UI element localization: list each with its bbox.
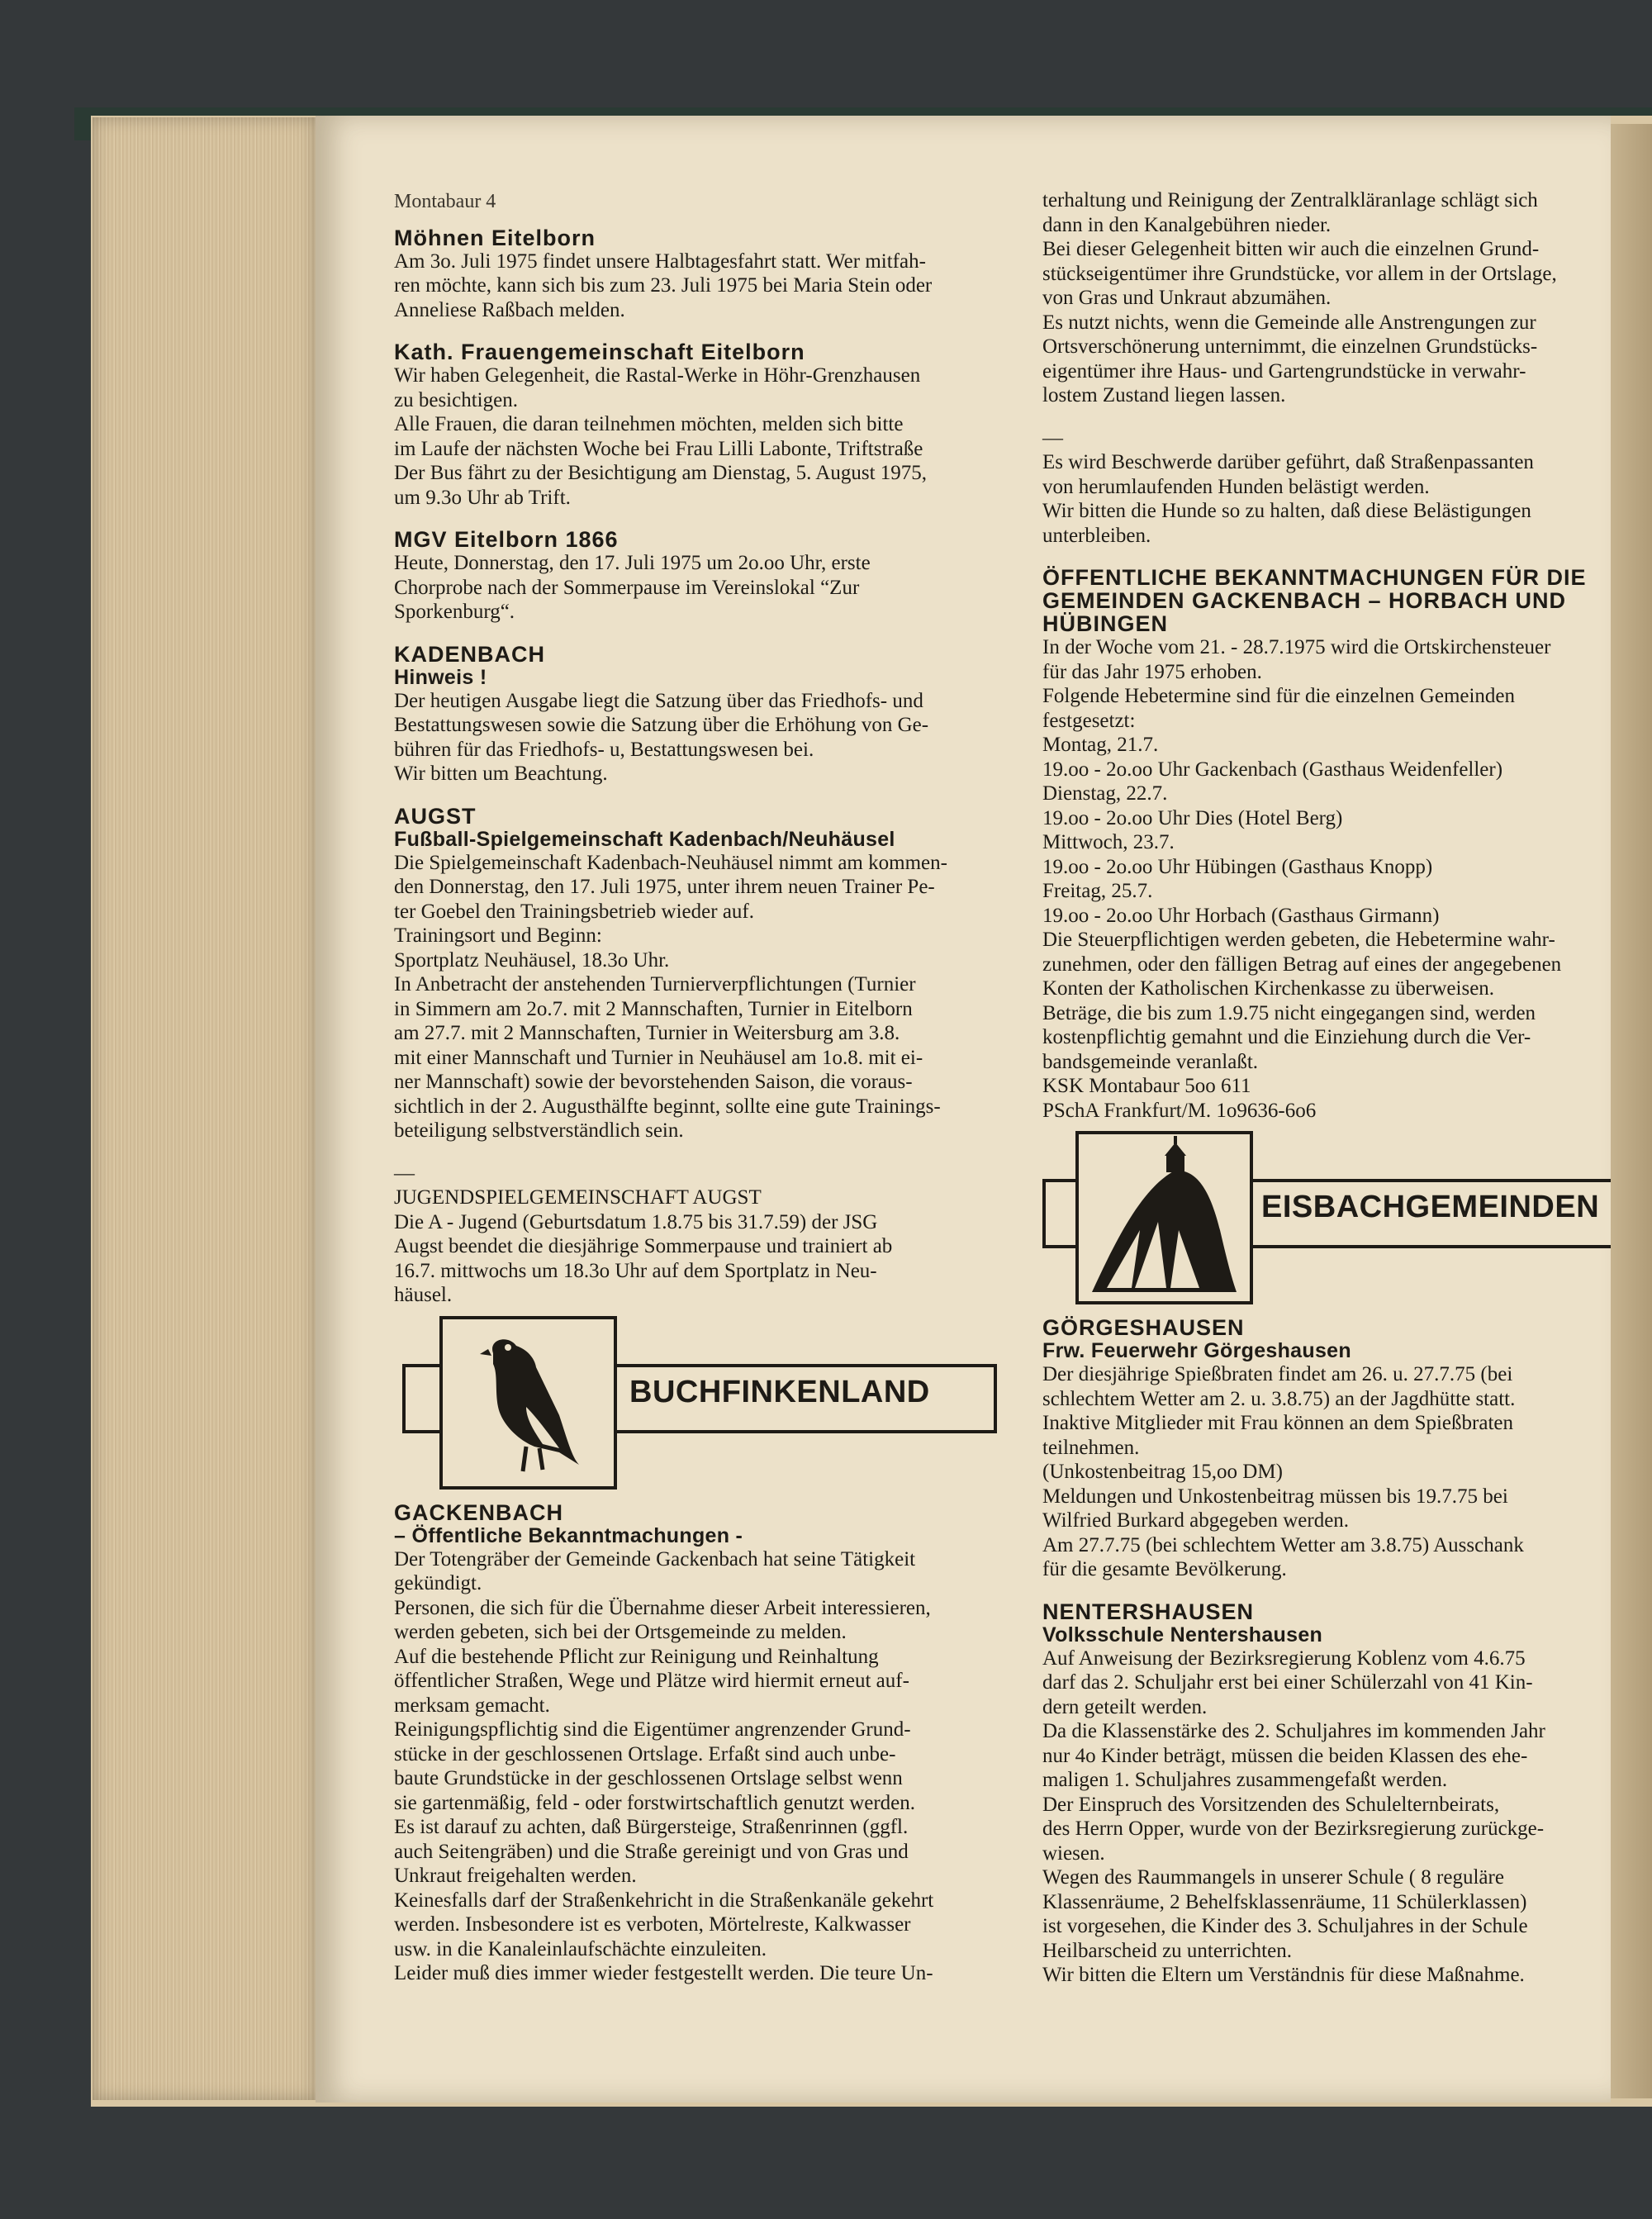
- text-line: auch Seitengräben) und die Straße gereinigt und von Gras und: [394, 1840, 909, 1863]
- left-articles: [394, 226, 1038, 1308]
- separator-dash: —: [394, 1162, 416, 1185]
- text-line: stücke in der geschlossenen Ortslage. Erfaßt sind auch unbe-: [394, 1742, 896, 1765]
- text-line: Personen, die sich für die Übernahme dieser Arbeit interessieren,: [394, 1596, 931, 1619]
- banner-label: BUCHFINKENLAND: [629, 1374, 930, 1409]
- article-moehnen: [394, 226, 1038, 323]
- text-line: Leider muß dies immer wieder festgestellt werden. Die teure Un-: [394, 1962, 933, 1984]
- text-line: nur 4o Kinder beträgt, müssen die beiden Klassen des ehe-: [1042, 1744, 1528, 1767]
- text-line: Sporkenburg“.: [394, 601, 515, 623]
- text-line: Augst beendet die diesjährige Sommerpause und trainiert ab: [394, 1235, 893, 1257]
- text-line: Der Einspruch des Vorsitzenden des Schulelternbeirats,: [1042, 1793, 1500, 1816]
- text-line: Unkraut freigehalten werden.: [394, 1865, 637, 1887]
- text-line: Mittwoch, 23.7.: [1042, 831, 1175, 853]
- separator-dash: —: [1042, 426, 1065, 449]
- text-line: Folgende Hebetermine sind für die einzelnen Gemeinden: [1042, 685, 1516, 707]
- text-line: merksam gemacht.: [394, 1694, 550, 1717]
- article-gackenbach: [394, 1501, 1038, 1986]
- article-jsg: [394, 1143, 1038, 1308]
- text-line: Es nutzt nichts, wenn die Gemeinde alle Anstrengungen zur: [1042, 311, 1536, 334]
- article-heading: KADENBACH: [394, 641, 545, 667]
- text-line: Es ist darauf zu achten, daß Bürgersteige, Straßenrinnen (ggfl.: [394, 1816, 909, 1838]
- article-goergeshausen: [1042, 1316, 1604, 1582]
- text-line: JUGENDSPIELGEMEINSCHAFT AUGST: [394, 1186, 762, 1209]
- text-line: dern geteilt werden.: [1042, 1695, 1208, 1718]
- text-line: Bei dieser Gelegenheit bitten wir auch die einzelnen Grund-: [1042, 238, 1540, 260]
- text-line: Trainingsort und Beginn:: [394, 924, 602, 947]
- text-line: Da die Klassenstärke des 2. Schuljahres im kommenden Jahr: [1042, 1720, 1545, 1742]
- text-line: Die A - Jugend (Geburtsdatum 1.8.75 bis 31.7.59) der JSG: [394, 1210, 878, 1233]
- text-line: festgesetzt:: [1042, 709, 1136, 732]
- article-heading: NENTERSHAUSEN: [1042, 1599, 1255, 1624]
- article-nentershausen: [1042, 1582, 1604, 1988]
- text-line: Montag, 21.7.: [1042, 734, 1159, 756]
- text-line: stückseigentümer ihre Grundstücke, vor allem in der Ortslage,: [1042, 262, 1557, 285]
- text-line: In Anbetracht der anstehenden Turnierverpflichtungen (Turnier: [394, 973, 916, 995]
- article-subheading: Frw. Feuerwehr Görgeshausen: [1042, 1339, 1351, 1362]
- text-line: Chorprobe nach der Sommerpause im Vereinslokal “Zur: [394, 576, 860, 599]
- text-line: In der Woche vom 21. - 28.7.1975 wird die Ortskirchensteuer: [1042, 636, 1551, 658]
- right-column: [1042, 188, 1604, 1988]
- text-line: Konten der Katholischen Kirchenkasse zu überweisen.: [1042, 977, 1495, 1000]
- hill-chapel-icon: [1042, 1131, 1265, 1304]
- text-line: 16.7. mittwochs um 18.3o Uhr auf dem Sportplatz in Neu-: [394, 1259, 877, 1282]
- text-line: werden. Insbesondere ist es verboten, Mörtelreste, Kalkwasser: [394, 1913, 911, 1936]
- text-line: lostem Zustand liegen lassen.: [1042, 384, 1286, 406]
- text-line: Wir haben Gelegenheit, die Rastal-Werke in Höhr-Grenzhausen: [394, 364, 921, 387]
- text-line: von herumlaufenden Hunden belästigt werden.: [1042, 475, 1430, 498]
- text-line: maligen 1. Schuljahres zusammengefaßt werden.: [1042, 1769, 1448, 1791]
- article-cont: [1042, 188, 1604, 408]
- article-heading: MGV Eitelborn 1866: [394, 527, 619, 552]
- left-after-articles: [394, 1501, 1038, 1986]
- text-line: 19.oo - 2o.oo Uhr Gackenbach (Gasthaus Weidenfeller): [1042, 758, 1503, 781]
- text-line: Am 3o. Juli 1975 findet unsere Halbtagesfahrt statt. Wer mitfah-: [394, 249, 926, 273]
- article-subheading: Fußball-Spielgemeinschaft Kadenbach/Neuhäusel: [394, 827, 895, 851]
- text-line: mit einer Mannschaft und Turnier in Neuhäusel am 1o.8. mit ei-: [394, 1046, 923, 1069]
- text-line: beteiligung selbstverständlich sein.: [394, 1119, 684, 1142]
- text-line: Der diesjährige Spießbraten findet am 26. u. 27.7.75 (bei: [1042, 1363, 1513, 1385]
- left-column: [394, 190, 1038, 1986]
- text-line: zu besichtigen.: [394, 388, 518, 411]
- text-line: Sportplatz Neuhäusel, 18.3o Uhr.: [394, 948, 670, 972]
- text-line: Beträge, die bis zum 1.9.75 nicht eingegangen sind, werden: [1042, 1001, 1536, 1024]
- text-line: Wegen des Raummangels in unserer Schule ( 8 reguläre: [1042, 1866, 1504, 1889]
- text-line: Wir bitten die Hunde so zu halten, daß diese Belästigungen: [1042, 500, 1531, 522]
- text-line: PSchA Frankfurt/M. 1o9636-6o6: [1042, 1099, 1317, 1122]
- text-line: dann in den Kanalgebühren nieder.: [1042, 213, 1332, 236]
- article-subheading: Hinweis !: [394, 665, 487, 689]
- text-line: im Laufe der nächsten Woche bei Frau Lilli Labonte, Triftstraße: [394, 437, 923, 460]
- article-hunde: [1042, 408, 1604, 549]
- text-line: Meldungen und Unkostenbeitrag müssen bis 19.7.75 bei: [1042, 1485, 1508, 1508]
- newspaper-page: [316, 116, 1611, 2103]
- text-line: Heilbarscheid zu unterrichten.: [1042, 1939, 1292, 1962]
- text-line: wiesen.: [1042, 1841, 1105, 1865]
- article-augst: [394, 786, 1038, 1143]
- text-line: KSK Montabaur 5oo 611: [1042, 1075, 1251, 1097]
- article-frauen: [394, 322, 1038, 510]
- text-line: Wilfried Burkard abgegeben werden.: [1042, 1509, 1350, 1532]
- text-line: werden gebeten, sich bei der Ortsgemeinde zu melden.: [394, 1621, 847, 1643]
- page-stack-edge: [93, 117, 316, 2100]
- right-articles: [1042, 188, 1604, 1123]
- finch-icon: [402, 1316, 650, 1490]
- article-heading-line: GEMEINDEN GACKENBACH – HORBACH UND: [1042, 588, 1567, 613]
- article-heading: Möhnen Eitelborn: [394, 225, 596, 250]
- text-line: bühren für das Friedhofs- u, Bestattungswesen bei.: [394, 738, 814, 761]
- text-line: Die Spielgemeinschaft Kadenbach-Neuhäusel nimmt am kommen-: [394, 851, 947, 874]
- text-line: kostenpflichtig gemahnt und die Einziehung durch die Ver-: [1042, 1026, 1531, 1048]
- page-header: Montabaur 4: [394, 191, 496, 212]
- article-subheading: – Öffentliche Bekanntmachungen -: [394, 1523, 743, 1547]
- text-line: gekündigt.: [394, 1572, 482, 1594]
- text-line: usw. in die Kanaleinlaufschächte einzuleiten.: [394, 1937, 767, 1960]
- text-line: Dienstag, 22.7.: [1042, 782, 1168, 805]
- text-line: Klassenräume, 2 Behelfsklassenräume, 11 Schülerklassen): [1042, 1890, 1527, 1913]
- text-line: Es wird Beschwerde darüber geführt, daß Straßenpassanten: [1042, 451, 1534, 473]
- text-line: zunehmen, oder den fälligen Betrag auf eines der angegebenen: [1042, 953, 1562, 976]
- article-mgv: [394, 510, 1038, 625]
- text-line: ist vorgesehen, die Kinder des 3. Schuljahres in der Schule: [1042, 1915, 1528, 1937]
- text-line: für die gesamte Bevölkerung.: [1042, 1558, 1287, 1580]
- text-line: öffentlicher Straßen, Wege und Plätze wird hiermit erneut auf-: [394, 1670, 909, 1692]
- text-line: sichtlich in der 2. Augusthälfte beginnt, sollte eine gute Trainings-: [394, 1095, 941, 1118]
- text-line: Der Bus fährt zu der Besichtigung am Dienstag, 5. August 1975,: [394, 462, 928, 484]
- text-line: baute Grundstücke in der geschlossenen Ortslage selbst wenn: [394, 1767, 903, 1789]
- text-line: Die Steuerpflichtigen werden gebeten, die Hebetermine wahr-: [1042, 929, 1555, 951]
- text-line: ren möchte, kann sich bis zum 23. Juli 1975 bei Maria Stein oder: [394, 274, 933, 297]
- text-line: Reinigungspflichtig sind die Eigentümer angrenzender Grund-: [394, 1718, 911, 1741]
- text-line: sie gartenmäßig, feld - oder forstwirtschaftlich genutzt werden.: [394, 1791, 916, 1814]
- text-line: Heute, Donnerstag, den 17. Juli 1975 um 2o.oo Uhr, erste: [394, 552, 871, 574]
- text-line: Der heutigen Ausgabe liegt die Satzung über das Friedhofs- und: [394, 689, 923, 712]
- banner-label: EISBACHGEMEINDEN: [1261, 1190, 1600, 1224]
- text-line: den Donnerstag, den 17. Juli 1975, unter ihrem neuen Trainer Pe-: [394, 876, 935, 898]
- text-line: Wir bitten um Beachtung.: [394, 763, 608, 785]
- article-oeffentlich: [1042, 548, 1604, 1123]
- text-line: Inaktive Mitglieder mit Frau können an dem Spießbraten: [1042, 1412, 1513, 1434]
- article-heading: AUGST: [394, 803, 477, 829]
- text-line: schlechtem Wetter am 2. u. 3.8.75) an der Jagdhütte statt.: [1042, 1387, 1516, 1410]
- article-subheading: Volksschule Nentershausen: [1042, 1623, 1323, 1646]
- text-line: Keinesfalls darf der Straßenkehricht in die Straßenkanäle gekehrt: [394, 1889, 934, 1912]
- text-line: Ortsverschönerung unternimmt, die einzelnen Grundstücks-: [1042, 335, 1538, 358]
- right-page-curl: [1611, 124, 1652, 2098]
- right-after-articles: [1042, 1316, 1604, 1988]
- text-line: darf das 2. Schuljahr erst bei einer Schülerzahl von 41 Kin-: [1042, 1671, 1533, 1694]
- text-line: 19.oo - 2o.oo Uhr Horbach (Gasthaus Girmann): [1042, 904, 1440, 927]
- text-line: um 9.3o Uhr ab Trift.: [394, 486, 571, 509]
- text-line: Der Totengräber der Gemeinde Gackenbach hat seine Tätigkeit: [394, 1547, 916, 1570]
- text-line: von Gras und Unkraut abzumähen.: [1042, 287, 1332, 309]
- text-line: 19.oo - 2o.oo Uhr Dies (Hotel Berg): [1042, 806, 1343, 829]
- article-kadenbach: [394, 625, 1038, 786]
- text-line: Alle Frauen, die daran teilnehmen möchten, melden sich bitte: [394, 413, 904, 435]
- article-heading-line: ÖFFENTLICHE BEKANNTMACHUNGEN FÜR DIE: [1042, 565, 1587, 590]
- text-line: häusel.: [394, 1284, 453, 1306]
- text-line: Am 27.7.75 (bei schlechtem Wetter am 3.8.75) Ausschank: [1042, 1533, 1524, 1556]
- article-heading: GÖRGESHAUSEN: [1042, 1315, 1245, 1340]
- text-line: teilnehmen.: [1042, 1436, 1140, 1459]
- text-line: am 27.7. mit 2 Mannschaften, Turnier in Weitersburg am 3.8.: [394, 1022, 900, 1044]
- article-heading: Kath. Frauengemeinschaft Eitelborn: [394, 340, 805, 364]
- text-line: Auf Anweisung der Bezirksregierung Koblenz vom 4.6.75: [1042, 1646, 1526, 1670]
- text-line: ter Goebel den Trainingsbetrieb wieder auf.: [394, 900, 754, 923]
- text-line: ner Mannschaft) sowie der bevorstehenden Saison, die voraus-: [394, 1071, 913, 1093]
- text-line: (Unkostenbeitrag 15,oo DM): [1042, 1461, 1283, 1483]
- text-line: unterbleiben.: [1042, 524, 1151, 547]
- buchfinkenland-banner: [402, 1316, 1038, 1490]
- text-line: Bestattungswesen sowie die Satzung über die Erhöhung von Ge-: [394, 714, 929, 736]
- text-line: für das Jahr 1975 erhoben.: [1042, 660, 1262, 683]
- article-heading: GACKENBACH: [394, 1499, 563, 1525]
- text-line: bandsgemeinde veranlaßt.: [1042, 1050, 1259, 1073]
- eisbachgemeinden-banner: [1042, 1131, 1604, 1304]
- text-line: Wir bitten die Eltern um Verständnis für diese Maßnahme.: [1042, 1964, 1525, 1986]
- text-line: 19.oo - 2o.oo Uhr Hübingen (Gasthaus Knopp): [1042, 855, 1433, 878]
- text-line: in Simmern am 2o.7. mit 2 Mannschaften, Turnier in Eitelborn: [394, 997, 913, 1020]
- text-line: terhaltung und Reinigung der Zentralkläranlage schlägt sich: [1042, 189, 1538, 211]
- text-line: eigentümer ihre Haus- und Gartengrundstücke in verwahr-: [1042, 359, 1526, 383]
- text-line: Freitag, 25.7.: [1042, 880, 1153, 902]
- text-line: Auf die bestehende Pflicht zur Reinigung und Reinhaltung: [394, 1645, 879, 1668]
- text-line: des Herrn Opper, wurde von der Bezirksregierung zurückge-: [1042, 1817, 1545, 1840]
- text-line: Anneliese Raßbach melden.: [394, 298, 625, 321]
- article-heading-line: HÜBINGEN: [1042, 611, 1169, 636]
